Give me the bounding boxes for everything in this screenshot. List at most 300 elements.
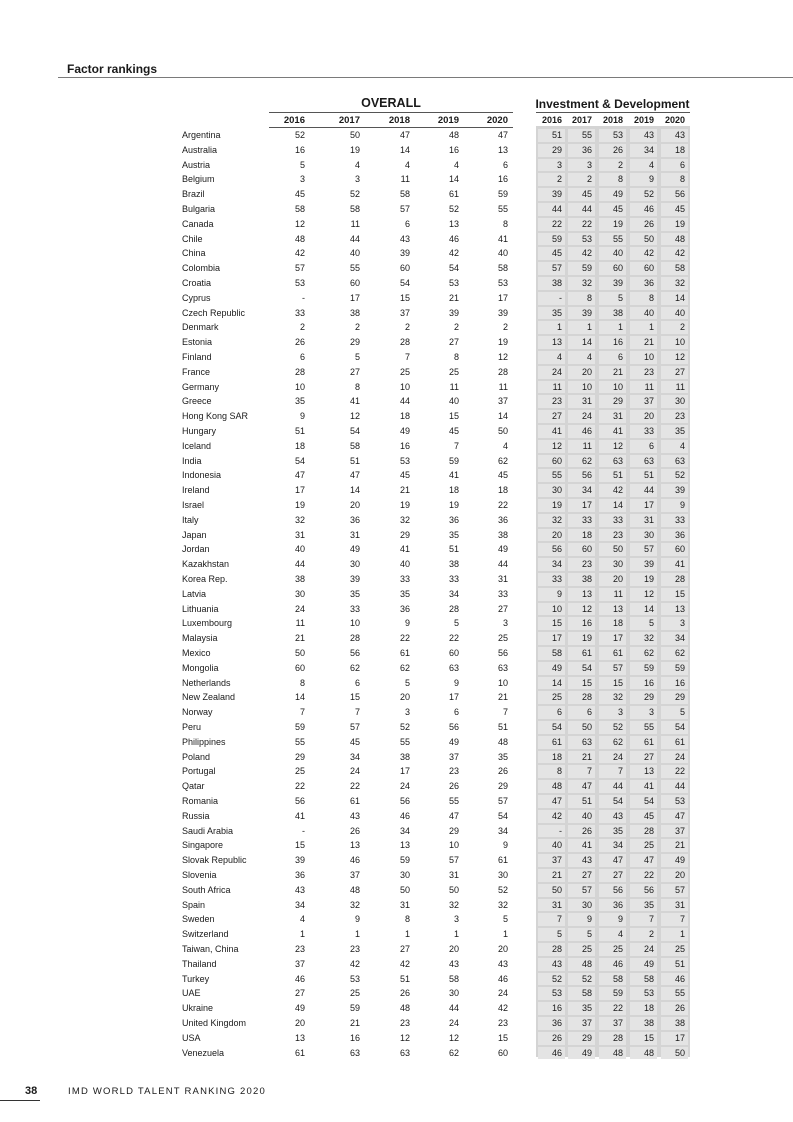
overall-rank: 9 [453,677,459,688]
country-name: Czech Republic [182,307,246,318]
investment-rank: 13 [630,765,657,778]
investment-rank: 17 [661,1032,688,1045]
overall-rank: 15 [497,1032,508,1043]
investment-rank: 23 [661,410,688,423]
investment-rank: 12 [568,603,595,616]
overall-rank: 63 [399,1047,410,1058]
overall-rank: 6 [453,707,459,718]
overall-rank: 49 [349,544,360,555]
country-name: New Zealand [182,692,236,703]
investment-rank: 9 [661,499,688,512]
country-name: Germany [182,381,220,392]
investment-rank: 52 [538,973,565,986]
investment-rank: 36 [538,1017,565,1030]
overall-rank: 22 [448,633,459,644]
overall-rank: 30 [349,559,360,570]
overall-rank: 56 [497,648,508,658]
investment-rank: 10 [599,381,626,394]
investment-group-title: Investment & Development [535,97,690,111]
investment-rank: 53 [661,795,688,808]
overall-rank: 26 [349,825,360,836]
overall-rank: 4 [453,159,459,170]
investment-rank: 11 [538,381,565,394]
investment-rank: 22 [661,765,688,778]
investment-rank: 34 [599,839,626,852]
investment-rank: 43 [568,854,595,867]
overall-rank: 11 [449,381,459,392]
investment-rank: 24 [568,410,595,423]
overall-rank: 19 [448,500,459,510]
header-divider [58,77,793,78]
investment-rank: 53 [630,987,657,1000]
overall-rank: 22 [349,781,360,792]
overall-rank: 23 [497,1018,508,1028]
overall-rank: 9 [354,914,360,925]
investment-rank: 39 [538,188,565,201]
investment-rank: 52 [630,188,657,201]
investment-rank: 31 [538,899,565,912]
country-name: Canada [182,218,214,229]
overall-rank: 10 [497,677,508,688]
investment-rank: 38 [538,277,565,290]
overall-rank: 43 [448,958,459,969]
investment-rank: 40 [538,839,565,852]
investment-rank: 59 [630,662,657,675]
investment-year-header: 2019 [633,115,655,125]
country-name: United Kingdom [182,1018,247,1028]
overall-rank: 33 [448,574,459,584]
overall-rank: 18 [294,440,305,451]
investment-rank: 50 [599,543,626,556]
overall-rank: 7 [404,352,410,362]
overall-rank: 55 [294,736,305,747]
overall-rank: 40 [399,559,410,570]
investment-rank: 39 [568,307,595,320]
overall-rank: 28 [448,603,459,614]
country-name: Hungary [182,426,217,436]
overall-rank: 13 [294,1032,305,1043]
overall-rank: 58 [294,204,305,214]
investment-rank: 36 [630,277,657,290]
investment-rank: 30 [538,484,565,497]
overall-rank: 51 [349,455,360,466]
investment-rank: 36 [599,899,626,912]
overall-rank: 32 [349,899,360,910]
overall-rank: 24 [497,988,508,999]
overall-rank: 53 [399,455,410,466]
investment-rank: 55 [661,987,688,1000]
investment-rank: 43 [661,129,688,142]
overall-rank: 50 [448,884,459,895]
investment-rank: 30 [599,558,626,571]
overall-rank: 5 [502,914,508,925]
investment-rank: 57 [630,543,657,556]
overall-rank: 9 [404,618,410,629]
overall-rank: 23 [294,944,305,954]
investment-rank: 18 [661,144,688,157]
investment-rank: 40 [568,810,595,823]
overall-rank: 14 [497,411,508,422]
overall-rank: 8 [453,352,459,362]
overall-rank: 1 [502,929,508,940]
overall-rank: 16 [497,174,508,185]
country-name: Luxembourg [182,618,233,629]
overall-rank: 44 [349,233,360,244]
overall-rank: 59 [294,722,305,732]
investment-rank: 58 [568,987,595,1000]
overall-rank: 26 [448,781,459,792]
investment-year-header: 2018 [602,115,624,125]
investment-rank: 24 [661,751,688,764]
investment-rank: 43 [630,129,657,142]
investment-rank: 28 [661,573,688,586]
investment-rank: 4 [599,928,626,941]
investment-rank: - [538,292,565,305]
investment-rank: 51 [661,958,688,971]
overall-rank: 8 [404,914,410,925]
overall-rank: 53 [448,278,459,288]
overall-rank: 12 [294,218,305,229]
overall-rank: 38 [294,574,305,584]
investment-rank: 12 [538,440,565,453]
investment-rank: 48 [538,780,565,793]
overall-rank: 45 [349,736,360,747]
country-name: Kazakhstan [182,559,230,570]
overall-rank: 2 [404,322,410,333]
overall-rank: 1 [404,929,410,940]
investment-rank: 61 [538,736,565,749]
investment-rank: 41 [538,425,565,438]
investment-year-header: 2020 [664,115,686,125]
overall-rank: 30 [399,870,410,880]
investment-rank: 22 [568,218,595,231]
investment-rank: 23 [599,529,626,542]
overall-rank: 33 [294,307,305,318]
overall-rank: 30 [448,988,459,999]
overall-rank: 22 [399,633,410,644]
investment-rank: 32 [538,514,565,527]
investment-rank: 41 [568,839,595,852]
investment-rank: 54 [599,795,626,808]
overall-rank: 6 [299,352,305,362]
overall-rank: 14 [349,485,360,496]
country-name: Turkey [182,973,210,984]
investment-rank: 21 [538,869,565,882]
overall-rank: 10 [349,618,360,629]
investment-rank: 27 [661,366,688,379]
overall-rank: 57 [448,855,459,866]
investment-rank: 44 [630,484,657,497]
investment-rank: 30 [568,899,595,912]
overall-rank: 35 [497,751,508,762]
overall-rank: 16 [399,440,410,451]
investment-rank: 51 [630,469,657,482]
overall-rank: 25 [448,366,459,377]
investment-rank: 10 [630,351,657,364]
investment-rank: 18 [599,617,626,630]
overall-rank: 55 [497,204,508,214]
overall-rank: 46 [497,973,508,984]
overall-rank: 26 [399,988,410,999]
investment-rank: 1 [568,321,595,334]
overall-rank: 1 [299,929,305,940]
investment-rank: 57 [661,884,688,897]
investment-rank: 32 [630,632,657,645]
overall-rank: 38 [399,751,410,762]
overall-rank: 62 [399,662,410,673]
overall-rank: 63 [497,662,508,673]
investment-rank: 62 [630,647,657,660]
overall-rank: 29 [399,529,410,540]
investment-rank: 36 [568,144,595,157]
country-name: Mexico [182,648,211,658]
investment-rank: 25 [538,691,565,704]
overall-rank: 41 [497,233,508,244]
overall-rank: 7 [299,707,305,718]
investment-rank: 17 [538,632,565,645]
country-name: Poland [182,751,211,762]
overall-year-header: 2017 [338,115,360,126]
investment-rank: 44 [599,780,626,793]
investment-year-header: 2016 [541,115,563,125]
investment-rank: 31 [661,899,688,912]
investment-rank: 8 [538,765,565,778]
investment-rank: 47 [599,854,626,867]
country-name: Iceland [182,440,212,451]
investment-rank: 49 [538,662,565,675]
overall-rank: 31 [349,529,360,540]
investment-rank: 28 [538,943,565,956]
investment-rank: 14 [661,292,688,305]
investment-rank: 12 [630,588,657,601]
investment-rank: 5 [630,617,657,630]
investment-rank: 9 [599,913,626,926]
investment-rank: 11 [630,381,657,394]
overall-rank: 9 [502,840,508,851]
investment-rank: 11 [661,381,688,394]
investment-rank: 8 [599,173,626,186]
country-name: Italy [182,514,199,525]
investment-rank: 20 [630,410,657,423]
investment-rank: 16 [630,677,657,690]
investment-rank: 17 [630,499,657,512]
overall-rank: 16 [294,144,305,155]
overall-rank: 8 [354,381,360,392]
overall-rank: 38 [497,529,508,540]
overall-rank: 37 [294,958,305,969]
investment-rank: 25 [599,943,626,956]
investment-rank: 47 [661,810,688,823]
investment-rank: 21 [599,366,626,379]
country-name: Venezuela [182,1047,225,1058]
overall-rank: 27 [497,603,508,614]
overall-rank: 48 [448,130,459,140]
overall-rank: 16 [448,144,459,155]
overall-rank: 35 [294,396,305,407]
overall-rank: 4 [299,914,305,925]
overall-rank: 46 [294,973,305,984]
overall-rank: 54 [294,455,305,466]
overall-rank: 39 [448,307,459,318]
overall-rank: 58 [349,204,360,214]
country-name: France [182,366,211,377]
investment-rank: 6 [661,159,688,172]
overall-rank: 39 [294,855,305,866]
overall-rank: 27 [349,366,360,377]
investment-rank: 51 [599,469,626,482]
overall-rank: 2 [453,322,459,333]
investment-rank: 44 [661,780,688,793]
investment-rank: 1 [599,321,626,334]
overall-rank: 7 [453,440,459,451]
overall-rank: 62 [497,455,508,466]
overall-rank: 38 [448,559,459,570]
overall-rank: 63 [448,662,459,673]
overall-rank: 52 [349,189,360,200]
investment-rank: 57 [599,662,626,675]
investment-rank: 27 [599,869,626,882]
overall-rank: 53 [294,278,305,288]
investment-rank: 45 [630,810,657,823]
investment-rank: 63 [630,455,657,468]
country-name: Norway [182,707,213,718]
overall-rank: 3 [502,618,508,629]
investment-rank: 34 [568,484,595,497]
overall-rank: 25 [497,633,508,644]
investment-rank: 17 [568,499,595,512]
investment-rank: 9 [630,173,657,186]
overall-rank: 41 [349,396,360,407]
investment-rank: 33 [630,425,657,438]
overall-rank: 35 [349,588,360,599]
overall-rank: 14 [294,692,305,703]
overall-rank: 23 [399,1018,410,1028]
overall-rank: 25 [349,988,360,999]
investment-rank: 49 [661,854,688,867]
investment-rank: 48 [599,1047,626,1060]
investment-rank: 4 [568,351,595,364]
investment-rank: 2 [661,321,688,334]
country-name: Croatia [182,278,212,288]
investment-rank: 46 [630,203,657,216]
investment-rank: 14 [599,499,626,512]
investment-rank: 29 [538,144,565,157]
overall-rank: 61 [294,1047,305,1058]
country-name: Argentina [182,130,221,140]
overall-rank: 51 [399,973,410,984]
country-name: Hong Kong SAR [182,411,249,422]
investment-rank: 5 [538,928,565,941]
overall-rank: 33 [349,603,360,614]
overall-rank: 59 [349,1003,360,1014]
investment-rank: 18 [568,529,595,542]
overall-rank: 17 [294,485,305,496]
overall-rank: 23 [349,944,360,954]
country-name: Sweden [182,914,215,925]
investment-rank: 3 [661,617,688,630]
investment-rank: 3 [568,159,595,172]
investment-rank: 33 [568,514,595,527]
overall-rank: 43 [349,810,360,821]
overall-rank: 21 [349,1018,360,1028]
investment-rank: 59 [661,662,688,675]
investment-rank: 14 [538,677,565,690]
investment-rank: 13 [661,603,688,616]
investment-rank: 58 [538,647,565,660]
overall-rank: 33 [497,588,508,599]
investment-rank: 27 [538,410,565,423]
overall-rank: 58 [497,263,508,274]
overall-rank: 57 [349,722,360,732]
investment-rank: 32 [661,277,688,290]
overall-header-rule-top [269,112,513,113]
investment-rank: 3 [599,706,626,719]
overall-rank: 18 [399,411,410,422]
investment-rank: 24 [599,751,626,764]
overall-rank: 45 [497,470,508,481]
investment-rank: 33 [538,573,565,586]
investment-rank: 63 [661,455,688,468]
overall-rank: 61 [349,796,360,806]
overall-rank: 3 [354,174,360,185]
investment-rank: 27 [568,869,595,882]
overall-rank: 8 [299,677,305,688]
investment-rank: 9 [538,588,565,601]
investment-rank: 60 [630,262,657,275]
overall-rank: 24 [399,781,410,792]
investment-rank: 43 [599,810,626,823]
investment-rank: 54 [568,662,595,675]
overall-rank: 20 [497,944,508,954]
investment-rank: 13 [538,336,565,349]
overall-rank: 23 [448,766,459,777]
investment-rank: 52 [568,973,595,986]
overall-rank: 4 [404,159,410,170]
overall-rank: 40 [497,248,508,259]
overall-rank: 59 [448,455,459,466]
overall-rank: 53 [349,973,360,984]
investment-rank: 42 [630,247,657,260]
investment-rank: 36 [661,529,688,542]
overall-rank: 61 [497,855,508,866]
overall-rank: 1 [354,929,360,940]
overall-rank: 40 [294,544,305,555]
overall-rank: 43 [294,884,305,895]
overall-rank: 47 [448,810,459,821]
investment-rank: 26 [599,144,626,157]
investment-rank: 7 [630,913,657,926]
country-name: Ireland [182,485,210,496]
overall-rank: 54 [497,810,508,821]
investment-rank: 7 [661,913,688,926]
investment-rank: 62 [599,736,626,749]
overall-rank: 3 [453,914,459,925]
overall-rank: 17 [399,766,410,777]
overall-rank: 28 [399,337,410,348]
investment-rank: 13 [599,603,626,616]
investment-rank: 41 [661,558,688,571]
overall-rank: 21 [497,692,508,703]
investment-rank: 15 [599,677,626,690]
overall-rank: 49 [294,1003,305,1014]
overall-rank: 40 [349,248,360,259]
overall-rank: 19 [294,500,305,510]
overall-rank: 10 [294,381,305,392]
overall-rank: 46 [349,855,360,866]
overall-rank: 37 [448,751,459,762]
investment-rank: 53 [538,987,565,1000]
country-name: Netherlands [182,677,231,688]
